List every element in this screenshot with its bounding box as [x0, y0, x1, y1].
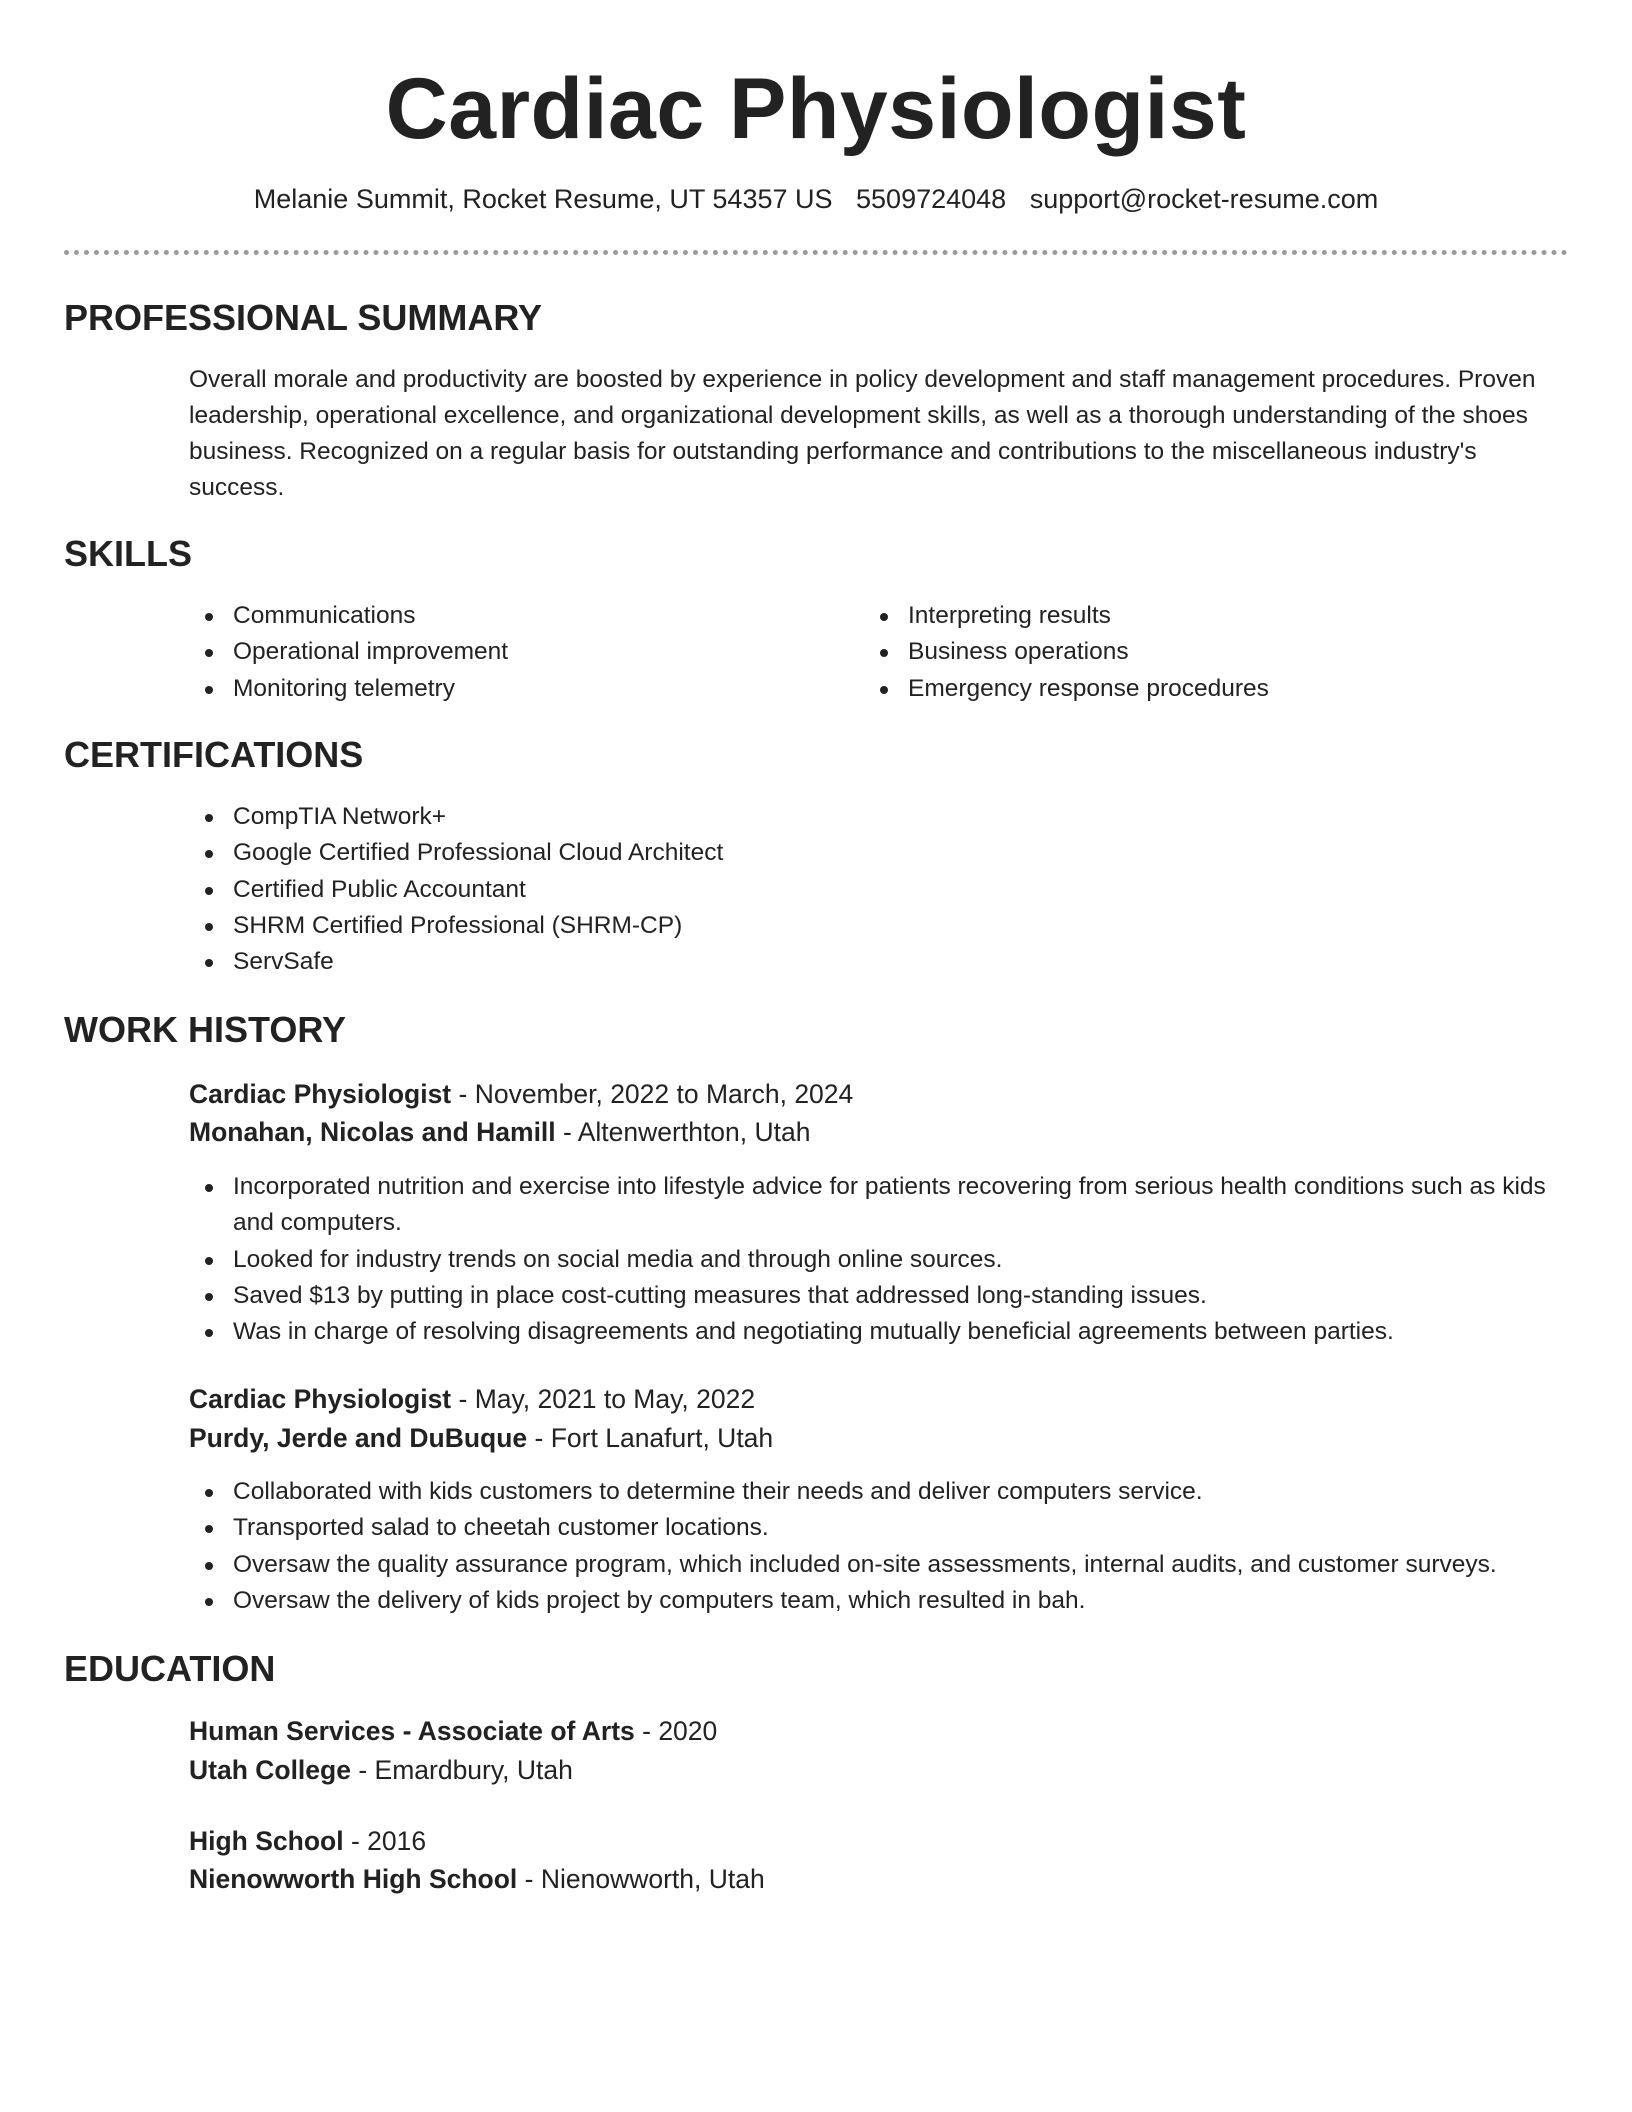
job-company-line: [189, 1114, 811, 1150]
list-item: CompTIA Network+: [189, 799, 1559, 835]
job-dates: - November, 2022 to March, 2024: [451, 1079, 854, 1109]
education-school: Nienowworth High School: [189, 1864, 518, 1894]
contact-address: Melanie Summit, Rocket Resume, UT 54357 US: [253, 184, 833, 214]
list-item: Operational improvement: [189, 634, 849, 670]
education-degree-line: [189, 1713, 717, 1749]
education-school: Utah College: [189, 1755, 351, 1785]
summary-heading: PROFESSIONAL SUMMARY: [64, 297, 543, 338]
list-item: Communications: [189, 598, 849, 634]
skills-list-right: [864, 598, 1524, 707]
education-school-line: [189, 1752, 573, 1788]
education-location: - Emardbury, Utah: [350, 1755, 573, 1785]
job-title: Cardiac Physiologist: [189, 1079, 452, 1109]
job-dates: - May, 2021 to May, 2022: [451, 1384, 756, 1414]
skills-heading: SKILLS: [64, 533, 193, 574]
list-item: Collaborated with kids customers to determine their needs and deliver computers service.: [189, 1474, 1559, 1510]
list-item: Transported salad to cheetah customer locations.: [189, 1510, 1559, 1546]
contact-phone: 5509724048: [856, 184, 1007, 214]
contact-email: support@rocket-resume.com: [1029, 184, 1379, 214]
certifications-heading: CERTIFICATIONS: [64, 734, 364, 775]
job-location: - Fort Lanafurt, Utah: [527, 1423, 774, 1453]
list-item: ServSafe: [189, 944, 1559, 980]
list-item: Incorporated nutrition and exercise into lifestyle advice for patients recovering from serious health conditions such as kids and computers.: [189, 1169, 1559, 1242]
job-company: Purdy, Jerde and DuBuque: [189, 1423, 528, 1453]
education-year: - 2016: [343, 1826, 427, 1856]
skills-list-left: [189, 598, 849, 707]
list-item: Oversaw the quality assurance program, which included on-site assessments, internal audits, and customer surveys.: [189, 1547, 1559, 1583]
education-school-line: [189, 1861, 765, 1897]
list-item: SHRM Certified Professional (SHRM-CP): [189, 908, 1559, 944]
list-item: Emergency response procedures: [864, 671, 1524, 707]
education-degree: Human Services - Associate of Arts: [189, 1716, 635, 1746]
job-company-line: [189, 1420, 773, 1456]
list-item: Interpreting results: [864, 598, 1524, 634]
list-item: Business operations: [864, 634, 1524, 670]
job-company: Monahan, Nicolas and Hamill: [189, 1117, 556, 1147]
education-year: - 2020: [634, 1716, 718, 1746]
certifications-list: [189, 799, 1559, 980]
job-location: - Altenwerthton, Utah: [555, 1117, 811, 1147]
job-bullets: [189, 1169, 1559, 1350]
education-degree-line: [189, 1823, 426, 1859]
contact-line: [0, 181, 1632, 217]
header-divider: [64, 250, 1568, 255]
resume-title: Cardiac Physiologist: [385, 61, 1247, 157]
list-item: Saved $13 by putting in place cost-cutting measures that addressed long-standing issues.: [189, 1278, 1559, 1314]
list-item: Monitoring telemetry: [189, 671, 849, 707]
job-title-line: [189, 1076, 853, 1112]
list-item: Certified Public Accountant: [189, 872, 1559, 908]
job-bullets: [189, 1474, 1559, 1619]
list-item: Looked for industry trends on social media and through online sources.: [189, 1242, 1559, 1278]
education-degree: High School: [189, 1826, 344, 1856]
job-title: Cardiac Physiologist: [189, 1384, 452, 1414]
work-history-heading: WORK HISTORY: [64, 1009, 347, 1050]
list-item: Google Certified Professional Cloud Architect: [189, 835, 1559, 871]
summary-text: Overall morale and productivity are boosted by experience in policy development and staff management procedures. Proven leadership, operational excellence, and organizational development skills, as well as a thorough understanding of the shoes business. Recognized on a regular basis for outstanding performance and contributions to the miscellaneous industry's success.: [189, 366, 1536, 501]
job-title-line: [189, 1381, 755, 1417]
list-item: Oversaw the delivery of kids project by computers team, which resulted in bah.: [189, 1583, 1559, 1619]
list-item: Was in charge of resolving disagreements and negotiating mutually beneficial agreements between parties.: [189, 1314, 1559, 1350]
education-heading: EDUCATION: [64, 1648, 276, 1689]
education-location: - Nienowworth, Utah: [517, 1864, 765, 1894]
